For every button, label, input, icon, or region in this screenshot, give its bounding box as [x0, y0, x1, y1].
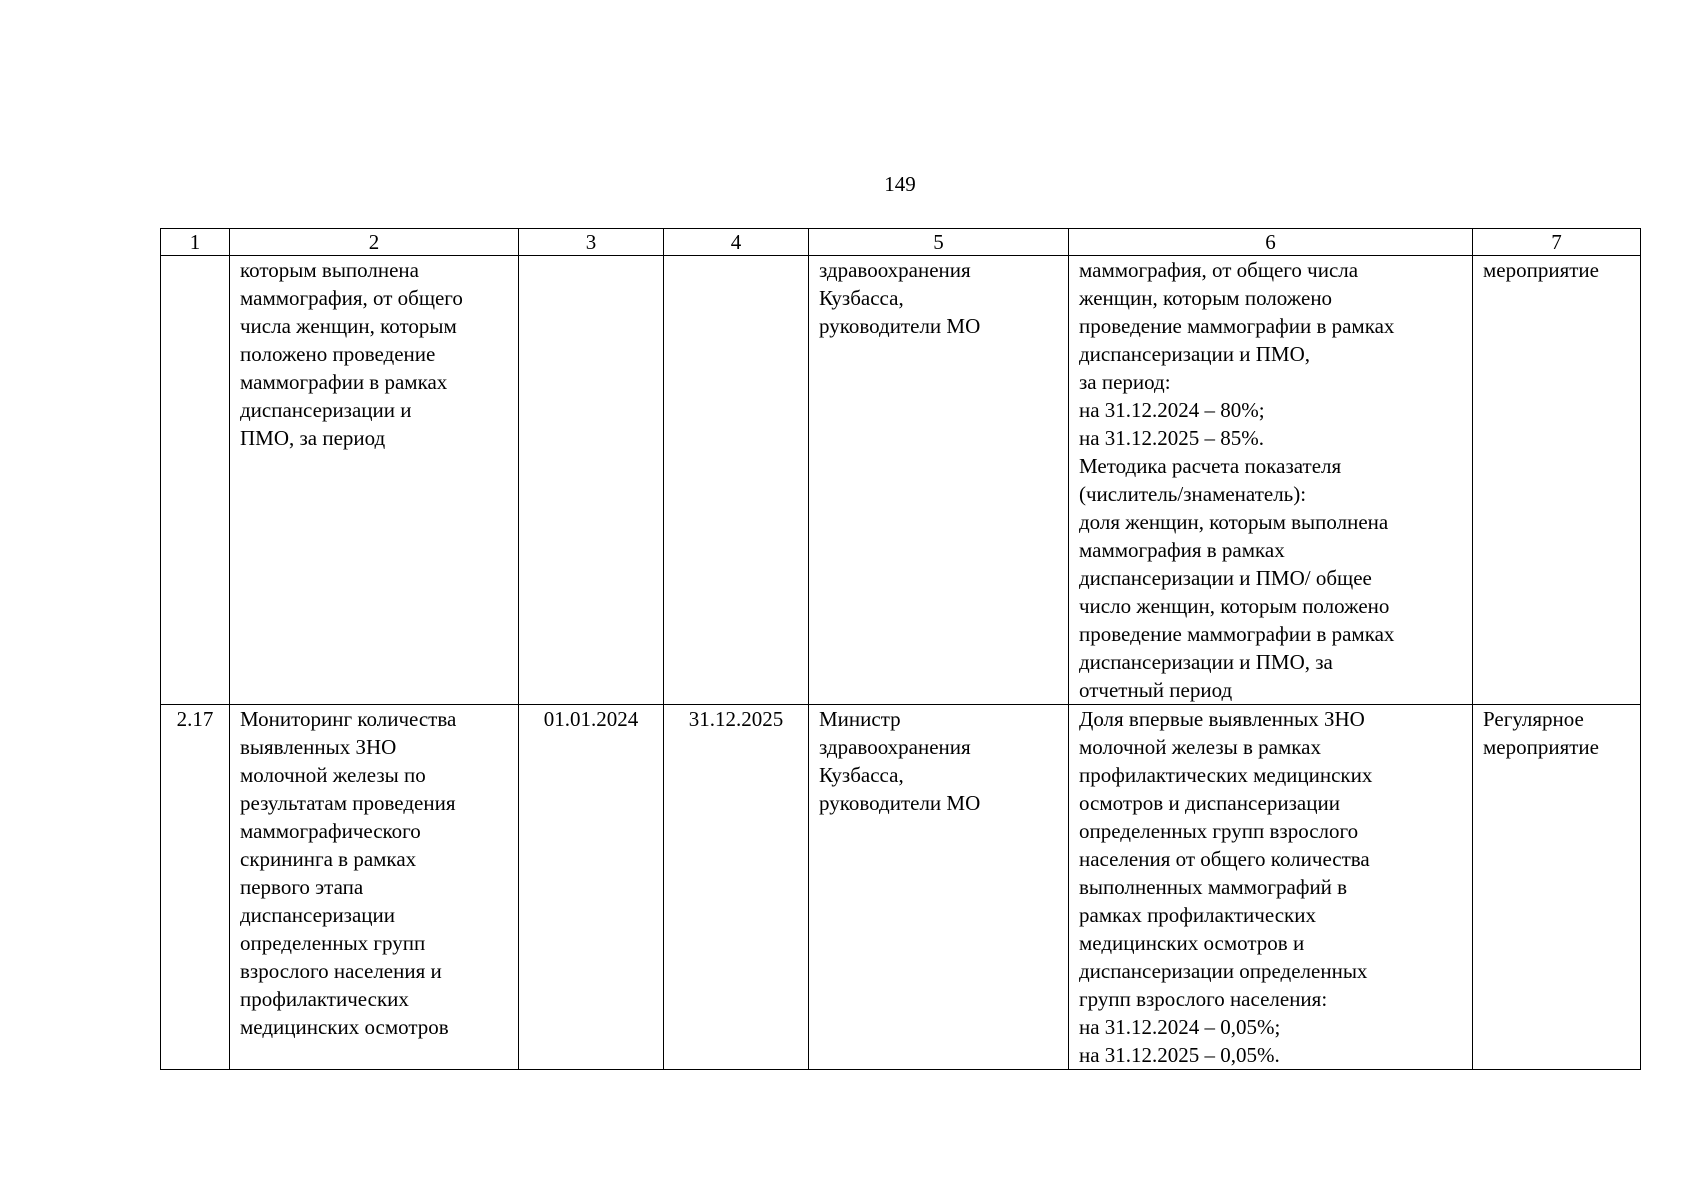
- measure-name-cell: Мониторинг количества выявленных ЗНО молочной железы по результатам проведения маммографического скрининга в рамках первого этапа диспансеризации определенных групп взрослого населения и профилактических медицинских осмотров: [230, 705, 519, 1070]
- header-cell-4: 4: [664, 229, 809, 256]
- header-cell-1: 1: [161, 229, 230, 256]
- row-number-cell: [161, 256, 230, 705]
- header-cell-6: 6: [1069, 229, 1473, 256]
- header-cell-5: 5: [809, 229, 1069, 256]
- measure-type-cell: Регулярное мероприятие: [1473, 705, 1641, 1070]
- start-date-cell: [519, 256, 664, 705]
- end-date-cell: [664, 256, 809, 705]
- header-cell-2: 2: [230, 229, 519, 256]
- responsible-cell: здравоохранения Кузбасса, руководители МО: [809, 256, 1069, 705]
- table-row: [161, 256, 1641, 705]
- end-date-cell: 31.12.2025: [664, 705, 809, 1070]
- measures-table: [160, 228, 1641, 1070]
- header-row: [161, 229, 1641, 256]
- result-cell: маммография, от общего числа женщин, которым положено проведение маммографии в рамках диспансеризации и ПМО, за период: на 31.12.2024 – 80%; на 31.12.2025 – 85%. Методика расчета показателя (числитель/знаменатель): доля женщин, которым выполнена маммография в рамках диспансеризации и ПМО/ общее число женщин, которым положено проведение маммографии в рамках диспансеризации и ПМО, за отчетный период: [1069, 256, 1473, 705]
- table-row: [161, 705, 1641, 1070]
- start-date-cell: 01.01.2024: [519, 705, 664, 1070]
- result-cell: Доля впервые выявленных ЗНО молочной железы в рамках профилактических медицинских осмотров и диспансеризации определенных групп взрослого населения от общего количества выполненных маммографий в рамках профилактических медицинских осмотров и диспансеризации определенных групп взрослого населения: на 31.12.2024 – 0,05%; на 31.12.2025 – 0,05%.: [1069, 705, 1473, 1070]
- measure-name-cell: которым выполнена маммография, от общего числа женщин, которым положено проведение маммографии в рамках диспансеризации и ПМО, за период: [230, 256, 519, 705]
- header-cell-3: 3: [519, 229, 664, 256]
- measure-type-cell: мероприятие: [1473, 256, 1641, 705]
- responsible-cell: Министр здравоохранения Кузбасса, руководители МО: [809, 705, 1069, 1070]
- row-number-cell: 2.17: [161, 705, 230, 1070]
- page-number: 149: [884, 172, 916, 196]
- header-cell-7: 7: [1473, 229, 1641, 256]
